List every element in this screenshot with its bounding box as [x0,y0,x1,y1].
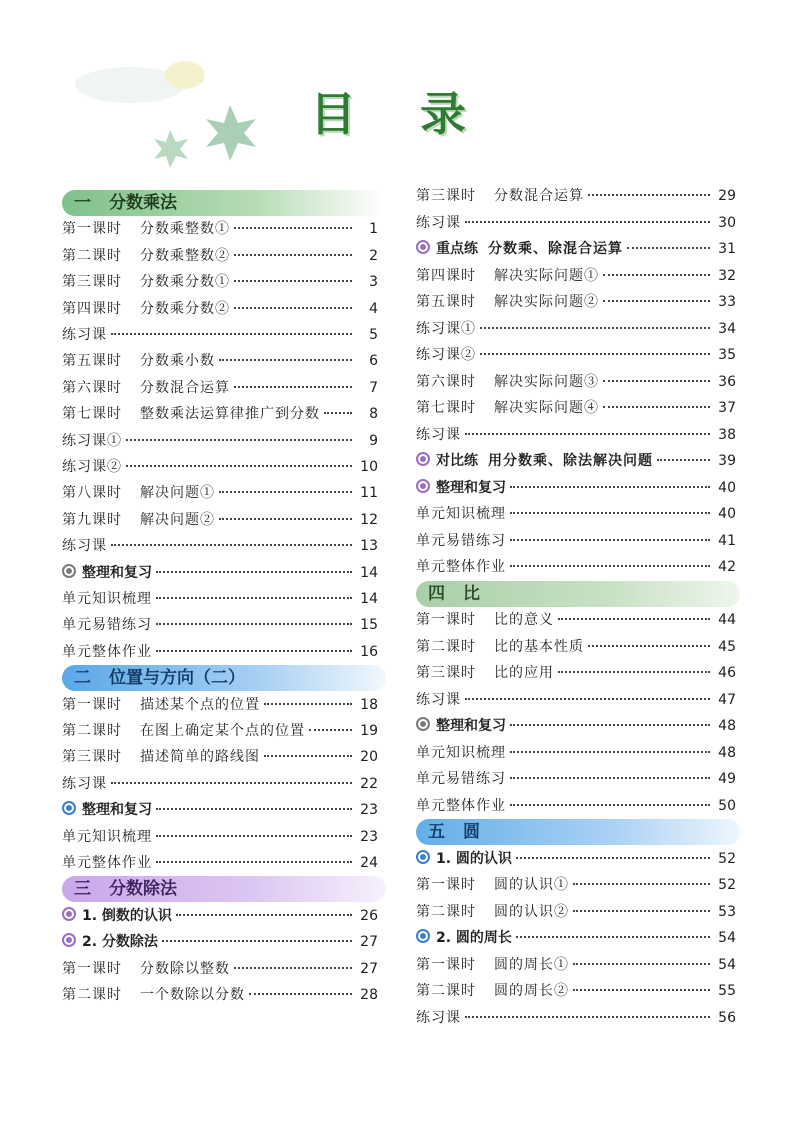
toc-entry[interactable] [62,956,378,982]
toc-entry[interactable] [62,586,378,612]
leader-dots [516,936,710,938]
entry-title: 分数乘分数① [140,274,230,291]
page-number: 5 [369,327,378,343]
toc-entry[interactable] [62,269,378,295]
page-number: 28 [360,987,378,1003]
page-number: 56 [718,1009,736,1026]
entry-label: 第七课时 [62,406,122,423]
toc-entry[interactable] [62,296,378,322]
leader-dots [573,963,710,965]
leader-dots [156,808,352,810]
leader-dots [603,300,710,302]
entry-title: 分数乘整数① [140,221,230,238]
chapter-header [416,581,740,607]
page-number: 19 [360,723,378,739]
leader-dots [156,571,352,573]
page-number: 52 [718,877,736,893]
bullet-icon [416,850,430,864]
entry-label: 第二课时 [416,983,476,999]
toc-entry[interactable] [62,718,378,744]
toc-entry[interactable] [416,210,736,236]
leader-dots [573,883,710,885]
chapter-title: 分数除法 [109,879,177,900]
page-number: 16 [360,643,378,660]
entry-title: 解决实际问题③ [494,373,599,390]
entry-title: 解决实际问题② [494,294,599,310]
toc-entry[interactable] [416,316,736,342]
toc-section-entry[interactable] [62,903,378,929]
leader-dots [234,254,352,256]
entry-title: 用分数乘、除法解决问题 [488,453,653,469]
toc-section-entry[interactable] [62,560,378,586]
toc-entry[interactable] [416,289,736,315]
leader-dots [510,724,710,726]
leader-dots [234,280,352,282]
entry-label: 第六课时 [416,373,476,390]
leader-dots [603,406,710,408]
leader-dots [324,412,352,414]
page-number: 41 [718,532,736,549]
entry-label: 第二课时 [416,638,476,655]
page-number: 3 [369,274,378,291]
entry-label: 练习课 [62,327,107,343]
entry-label: 第五课时 [62,353,122,370]
toc-section-entry[interactable] [416,236,736,262]
leader-dots [516,857,710,859]
toc-entry[interactable] [62,375,378,401]
toc-entry[interactable] [62,348,378,374]
bullet-icon [62,933,76,947]
leader-dots [573,989,710,991]
leader-dots [465,1016,710,1018]
bullet-icon [416,929,430,943]
page-number: 44 [718,612,736,628]
entry-label: 练习课① [416,320,476,337]
entry-title: 比的意义 [494,612,554,628]
chapter-header [62,876,386,902]
page-number: 2 [369,247,378,264]
entry-label: 第一课时 [416,612,476,628]
toc-entry[interactable] [416,978,736,1004]
leader-dots [219,491,352,493]
entry-label: 单元整体作业 [62,855,152,871]
page-number: 1 [369,221,378,238]
page-number: 10 [360,459,378,475]
toc-entry[interactable] [416,395,736,421]
entry-label: 练习课② [62,459,122,475]
page-number: 36 [718,373,736,390]
leader-dots [156,835,352,837]
page-number: 48 [718,718,736,734]
bullet-icon [62,907,76,921]
chapter-number: 二 [74,668,91,689]
entry-label: 练习课 [416,691,461,708]
entry-label: 单元易错练习 [416,771,506,787]
chapter-number: 四 [428,583,445,604]
chapter-header [62,665,386,691]
entry-label: 单元整体作业 [62,643,152,660]
leader-dots [156,623,352,625]
leader-dots [588,645,710,647]
leader-dots [510,512,710,514]
entry-title: 描述某个点的位置 [140,696,260,713]
entry-label: 练习课 [62,775,107,792]
entry-title: 圆的认识① [494,877,569,893]
toc-entry[interactable] [416,660,736,686]
leader-dots [264,755,352,757]
page-number: 37 [718,400,736,416]
entry-title: 分数乘、除混合运算 [488,241,623,257]
chapter-number: 一 [74,193,91,213]
entry-label: 重点练 [436,241,478,257]
toc-entry[interactable] [62,982,378,1008]
page-number: 15 [360,617,378,634]
toc-entry[interactable] [62,533,378,559]
entry-label: 第二课时 [62,247,122,264]
toc-entry[interactable] [416,687,736,713]
entry-label: 单元易错练习 [62,617,152,634]
page-number: 31 [718,241,736,257]
toc-entry[interactable] [62,850,378,876]
leader-dots [627,247,710,249]
toc-entry[interactable] [416,422,736,448]
chapter-title: 位置与方向（二） [109,668,245,689]
entry-title: 圆的周长① [494,956,569,973]
leader-dots [558,671,710,673]
toc-entry[interactable] [62,454,378,480]
leader-dots [480,353,710,355]
page-number: 54 [718,930,736,946]
entry-label: 单元知识梳理 [416,506,506,522]
entry-label: 第三课时 [62,274,122,291]
leader-dots [558,618,710,620]
toc-entry[interactable] [416,528,736,554]
chapter-number: 三 [74,879,91,900]
entry-title: 圆的周长② [494,983,569,999]
leader-dots [156,597,352,599]
toc-entry[interactable] [416,952,736,978]
chapter-title: 比 [463,583,480,604]
page-number: 40 [718,506,736,522]
leader-dots [510,565,710,567]
entry-label: 第二课时 [62,723,122,739]
page-number: 46 [718,665,736,681]
entry-label: 第一课时 [416,956,476,973]
page-number: 32 [718,267,736,284]
leader-dots [510,486,710,488]
entry-label: 对比练 [436,453,478,469]
toc-entry[interactable] [62,480,378,506]
chapter-header [416,819,740,845]
leader-dots [111,333,352,335]
toc-entry[interactable] [416,554,736,580]
page-number: 20 [360,749,378,766]
entry-label: 第五课时 [416,294,476,310]
page-number: 29 [718,188,736,204]
entry-label: 单元知识梳理 [416,744,506,761]
entry-label: 练习课 [416,214,461,231]
page-number: 55 [718,983,736,999]
page-number: 24 [360,855,378,871]
toc-entry[interactable] [62,692,378,718]
toc-entry[interactable] [416,263,736,289]
entry-label: 第六课时 [62,379,122,396]
leader-dots [588,194,710,196]
entry-label: 单元知识梳理 [62,591,152,607]
entry-label: 练习课 [416,1009,461,1026]
page-number: 23 [360,802,378,819]
entry-label: 第一课时 [62,221,122,238]
leader-dots [465,433,710,435]
bullet-icon [416,240,430,254]
entry-title: 分数乘分数② [140,300,230,317]
entry-title: 整数乘法运算律推广到分数 [140,406,320,423]
toc-section-entry[interactable] [416,713,736,739]
toc-entry[interactable] [62,824,378,850]
page-number: 33 [718,294,736,310]
entry-label: 练习课② [416,347,476,363]
chapter-header [62,190,384,216]
toc-entry[interactable] [416,183,736,209]
toc-entry[interactable] [416,899,736,925]
page-number: 14 [360,564,378,581]
entry-label: 第一课时 [416,877,476,893]
toc-section-entry[interactable] [62,929,378,955]
leader-dots [603,274,710,276]
toc-entry[interactable] [62,322,378,348]
page-number: 27 [360,960,378,977]
entry-label: 练习课① [62,432,122,449]
entry-label: 练习课 [62,538,107,555]
leader-dots [234,307,352,309]
entry-label: 单元知识梳理 [62,828,152,845]
leader-dots [603,380,710,382]
page-number: 18 [360,696,378,713]
page-number: 26 [360,907,378,924]
leader-dots [309,729,352,731]
leader-dots [465,698,710,700]
entry-label: 第九课时 [62,511,122,528]
toc-entry[interactable] [62,771,378,797]
entry-title: 解决问题② [140,511,215,528]
page-number: 40 [718,479,736,496]
bullet-icon [62,564,76,578]
page-number: 45 [718,638,736,655]
chapter-title: 圆 [463,822,480,842]
toc-entry[interactable] [62,401,378,427]
toc-entry[interactable] [416,1005,736,1031]
page-number: 6 [369,353,378,370]
entry-label: 第一课时 [62,696,122,713]
entry-title: 解决实际问题④ [494,400,599,416]
page-number: 47 [718,691,736,708]
page-number: 27 [360,934,378,951]
leader-dots [264,703,352,705]
toc-section-entry[interactable] [416,846,736,872]
leader-dots [234,227,352,229]
toc-entry[interactable] [416,369,736,395]
page-number: 49 [718,771,736,787]
entry-label: 第二课时 [62,987,122,1003]
toc-entry[interactable] [62,639,378,665]
page-number: 39 [718,453,736,469]
entry-title: 解决实际问题① [494,267,599,284]
entry-title: 比的基本性质 [494,638,584,655]
toc-entry[interactable] [416,872,736,898]
toc-entry[interactable] [62,243,378,269]
entry-label: 第二课时 [416,903,476,920]
entry-label: 整理和复习 [82,564,152,581]
page-title: 目 录 [309,87,490,141]
toc-entry[interactable] [62,428,378,454]
entry-title: 分数乘整数② [140,247,230,264]
entry-label: 第四课时 [62,300,122,317]
toc-entry[interactable] [416,501,736,527]
page-number: 13 [360,538,378,555]
entry-label: 单元整体作业 [416,559,506,575]
chapter-title: 分数乘法 [109,193,177,213]
toc-section-entry[interactable] [416,475,736,501]
entry-title: 一个数除以分数 [140,987,245,1003]
entry-label: 单元易错练习 [416,532,506,549]
leader-dots [234,386,352,388]
bullet-icon [62,801,76,815]
leader-dots [156,650,352,652]
entry-title: 圆的认识② [494,903,569,920]
toc-entry[interactable] [416,766,736,792]
entry-title: 分数混合运算 [494,188,584,204]
page-number: 34 [718,320,736,337]
entry-label: 单元整体作业 [416,797,506,814]
page-number: 54 [718,956,736,973]
leader-dots [219,359,352,361]
leader-dots [249,993,352,995]
leader-dots [510,777,710,779]
leader-dots [111,544,352,546]
page-number: 35 [718,347,736,363]
entry-title: 比的应用 [494,665,554,681]
entry-label: 1. 倒数的认识 [82,907,172,924]
leader-dots [156,861,352,863]
page-number: 12 [360,511,378,528]
leader-dots [480,327,710,329]
entry-label: 2. 分数除法 [82,934,158,951]
page-number: 7 [369,379,378,396]
leader-dots [176,914,352,916]
entry-label: 第三课时 [416,665,476,681]
leader-dots [573,910,710,912]
toc-entry[interactable] [416,740,736,766]
entry-label: 第四课时 [416,267,476,284]
toc-section-entry[interactable] [62,797,378,823]
toc-entry[interactable] [416,793,736,819]
page-number: 22 [360,775,378,792]
leader-dots [510,751,710,753]
leader-dots [510,539,710,541]
entry-label: 整理和复习 [436,718,506,734]
page-number: 50 [718,797,736,814]
toc-entry[interactable] [62,744,378,770]
page-number: 30 [718,214,736,231]
entry-label: 整理和复习 [82,802,152,819]
toc-entry[interactable] [62,216,378,242]
entry-label: 第七课时 [416,400,476,416]
leader-dots [657,459,710,461]
leader-dots [126,439,352,441]
entry-label: 第八课时 [62,485,122,502]
page-number: 8 [369,406,378,423]
page-number: 11 [360,485,378,502]
leader-dots [126,465,352,467]
page-number: 53 [718,903,736,920]
entry-label: 2. 圆的周长 [436,930,512,946]
leader-dots [111,782,352,784]
page-number: 38 [718,426,736,443]
page-number: 48 [718,744,736,761]
leader-dots [234,967,352,969]
entry-label: 第一课时 [62,960,122,977]
bullet-icon [416,717,430,731]
toc-entry[interactable] [416,634,736,660]
leader-dots [162,940,352,942]
entry-label: 第三课时 [416,188,476,204]
toc-section-entry[interactable] [416,925,736,951]
entry-title: 分数混合运算 [140,379,230,396]
page-number: 9 [369,432,378,449]
toc-entry[interactable] [416,607,736,633]
bullet-icon [416,452,430,466]
entry-title: 分数除以整数 [140,960,230,977]
leader-dots [510,804,710,806]
entry-title: 在图上确定某个点的位置 [140,723,305,739]
page-number: 42 [718,559,736,575]
entry-title: 解决问题① [140,485,215,502]
chapter-number: 五 [428,822,445,842]
entry-title: 分数乘小数 [140,353,215,370]
leader-dots [465,221,710,223]
toc-entry[interactable] [62,612,378,638]
page-number: 4 [369,300,378,317]
bullet-icon [416,479,430,493]
page-number: 23 [360,828,378,845]
page-number: 52 [718,850,736,867]
entry-label: 第三课时 [62,749,122,766]
page-number: 14 [360,591,378,607]
entry-label: 练习课 [416,426,461,443]
entry-title: 描述简单的路线图 [140,749,260,766]
toc-entry[interactable] [416,342,736,368]
toc-section-entry[interactable] [416,448,736,474]
entry-label: 1. 圆的认识 [436,850,512,867]
toc-entry[interactable] [62,507,378,533]
leader-dots [219,518,352,520]
entry-label: 整理和复习 [436,479,506,496]
